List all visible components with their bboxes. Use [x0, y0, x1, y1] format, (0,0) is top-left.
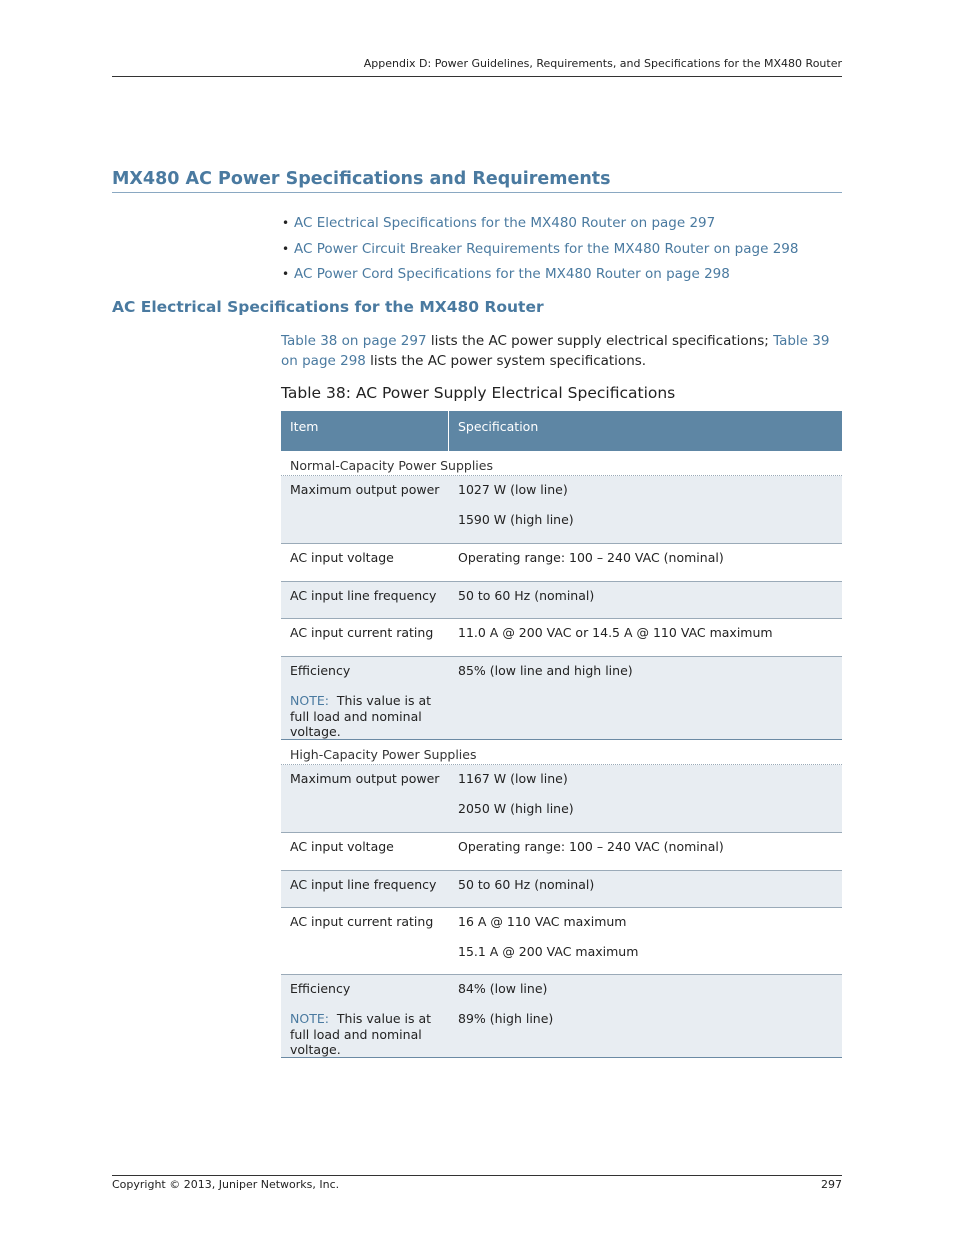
spec-line: 1027 W (low line): [458, 482, 568, 497]
note: [290, 1011, 440, 1058]
cell-spec: 50 to 60 Hz (nominal): [458, 877, 595, 892]
header-spec: Specification: [458, 419, 539, 434]
running-header: Appendix D: Power Guidelines, Requirements, and Specifications for the MX480 Router: [363, 57, 842, 70]
toc-link[interactable]: AC Power Cord Specifications for the MX480 Router on page 298: [294, 266, 730, 282]
cell-item: AC input voltage: [290, 550, 394, 565]
note-label: NOTE:: [290, 693, 329, 708]
group-title: High-Capacity Power Supplies: [281, 740, 842, 765]
table-row: [281, 871, 842, 908]
toc-item[interactable]: [282, 264, 798, 290]
cell-item: [281, 975, 449, 1057]
cell-item: AC input line frequency: [290, 588, 437, 603]
table-row: [281, 476, 842, 544]
cell-item: AC input line frequency: [290, 877, 437, 892]
cell-spec: 50 to 60 Hz (nominal): [458, 588, 595, 603]
cell-item: Maximum output power: [290, 482, 440, 497]
spec-line: 1590 W (high line): [458, 512, 574, 527]
spec-line: 16 A @ 110 VAC maximum: [458, 914, 627, 929]
toc-item[interactable]: [282, 239, 798, 265]
table-row: [281, 908, 842, 975]
cell-item: AC input current rating: [290, 625, 434, 640]
cell-spec: 11.0 A @ 200 VAC or 14.5 A @ 110 VAC maximum: [458, 625, 773, 640]
note-text: This value is at full load and nominal voltage.: [290, 1011, 432, 1057]
cell-item: [281, 657, 449, 739]
intro-text-1: lists the AC power supply electrical specifications;: [426, 333, 774, 349]
cell-spec: [449, 476, 842, 543]
bullet-icon: •: [282, 267, 290, 281]
intro-paragraph: [281, 332, 841, 371]
header-rule: [112, 76, 842, 77]
note: [290, 693, 440, 740]
cell-item: Maximum output power: [290, 771, 440, 786]
intro-text-2: lists the AC power system specifications.: [365, 352, 647, 369]
cell-spec: Operating range: 100 – 240 VAC (nominal): [458, 839, 724, 854]
section-toc: [282, 213, 798, 290]
spec-table: [281, 411, 842, 1058]
footer-page-number: 297: [821, 1178, 842, 1191]
table-39-link[interactable]: Table 39 on page 298: [281, 333, 830, 369]
table-row: [281, 833, 842, 871]
footer-copyright: Copyright © 2013, Juniper Networks, Inc.: [112, 1178, 340, 1191]
table-header: [281, 411, 842, 451]
spec-line: 2050 W (high line): [458, 801, 574, 816]
cell-spec: [449, 975, 842, 1057]
cell-item: AC input voltage: [290, 839, 394, 854]
footer-rule: [112, 1175, 842, 1176]
cell-spec: 85% (low line and high line): [458, 663, 633, 678]
spec-line: 89% (high line): [458, 1011, 554, 1026]
table-caption: Table 38: AC Power Supply Electrical Specifications: [281, 384, 676, 402]
toc-link[interactable]: AC Electrical Specifications for the MX480 Router on page 297: [294, 215, 716, 231]
table-row: [281, 619, 842, 657]
table-row: [281, 544, 842, 582]
cell-item: AC input current rating: [290, 914, 434, 929]
spec-line: 84% (low line): [458, 981, 548, 996]
bullet-icon: •: [282, 241, 290, 256]
spec-line: 15.1 A @ 200 VAC maximum: [458, 944, 639, 959]
table-row: [281, 765, 842, 833]
spec-line: 1167 W (low line): [458, 771, 568, 786]
efficiency-label: Efficiency: [290, 981, 351, 996]
note-text: This value is at full load and nominal voltage.: [290, 693, 432, 739]
table-row: [281, 975, 842, 1058]
table-row: [281, 657, 842, 740]
subsection-title: AC Electrical Specifications for the MX480 Router: [112, 298, 544, 316]
cell-spec: [449, 908, 842, 974]
group-title: Normal-Capacity Power Supplies: [281, 451, 842, 476]
table-38-link[interactable]: Table 38 on page 297: [281, 333, 427, 349]
cell-spec: Operating range: 100 – 240 VAC (nominal): [458, 550, 724, 565]
header-item: Item: [281, 411, 449, 451]
bullet-icon: •: [282, 216, 290, 230]
toc-item[interactable]: [282, 213, 798, 239]
toc-link[interactable]: AC Power Circuit Breaker Requirements for the MX480 Router on page 298: [294, 240, 799, 257]
table-row: [281, 582, 842, 619]
cell-spec: [449, 765, 842, 832]
note-label: NOTE:: [290, 1011, 329, 1026]
section-title: MX480 AC Power Specifications and Requirements: [112, 169, 842, 193]
efficiency-label: Efficiency: [290, 663, 351, 678]
